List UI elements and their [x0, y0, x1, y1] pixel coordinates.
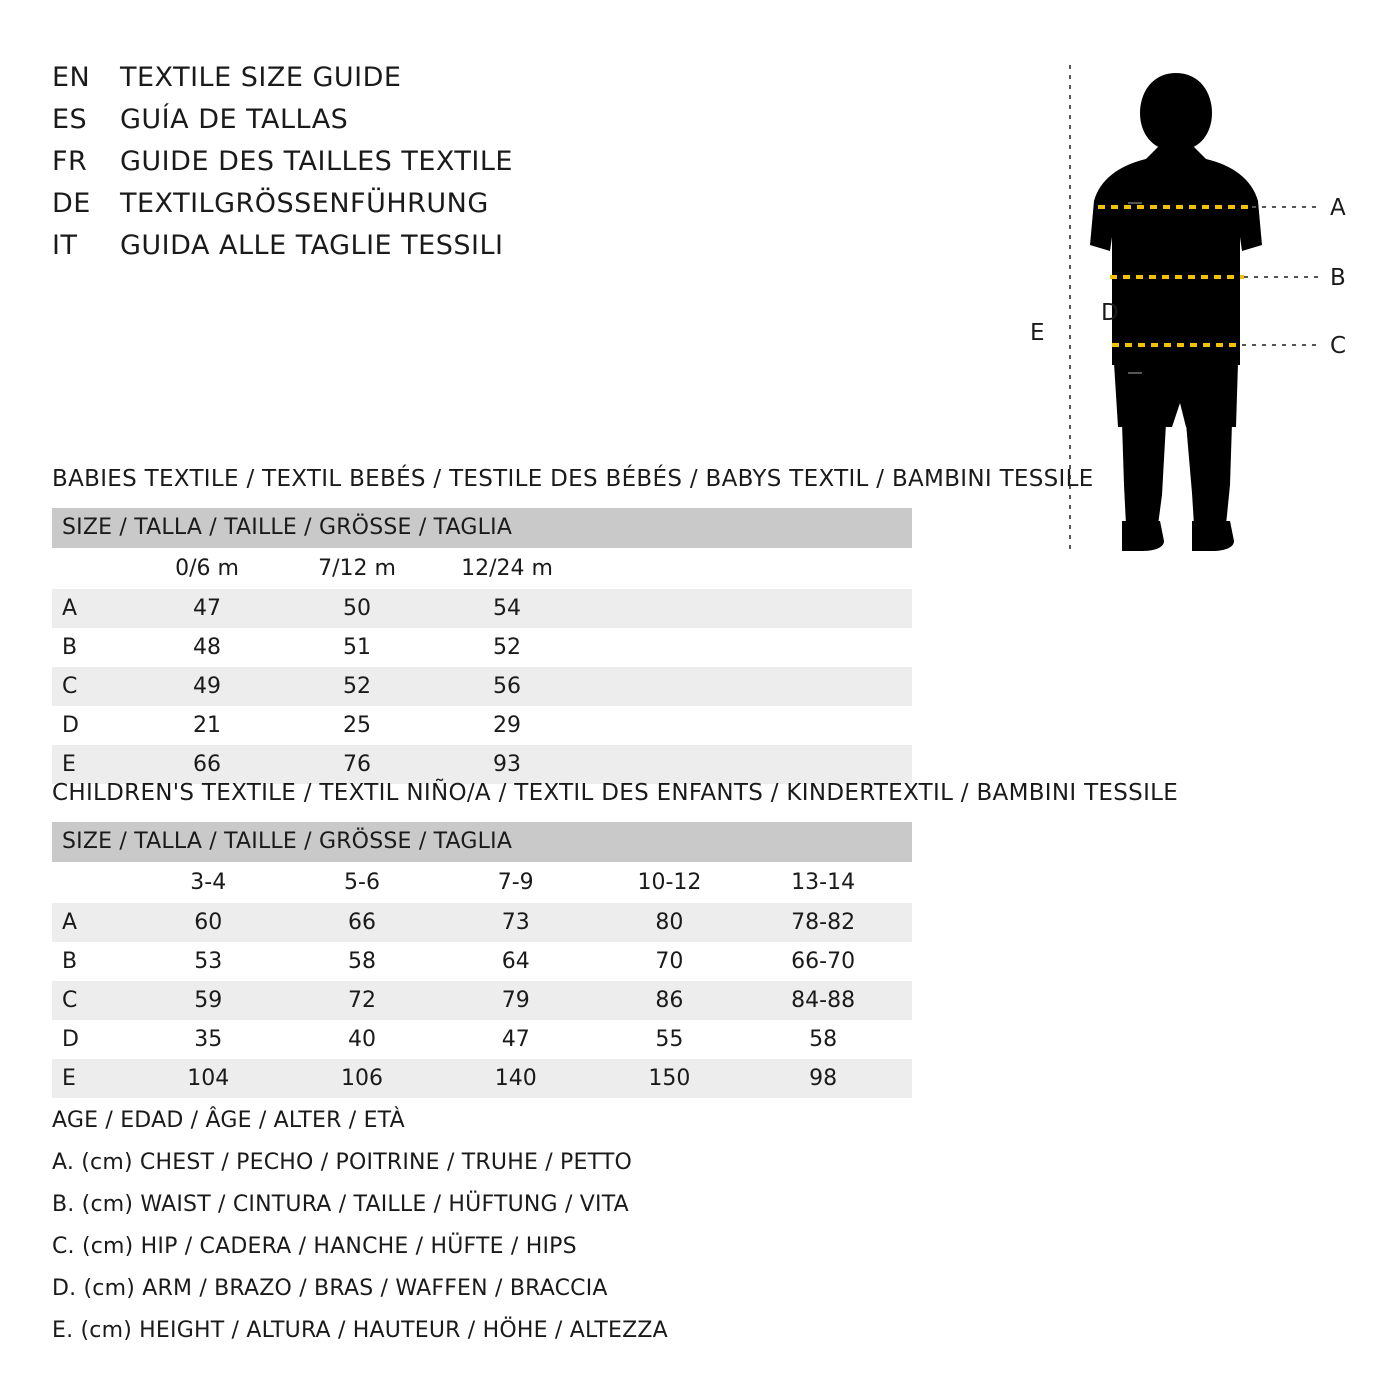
cell: 21 [132, 706, 282, 745]
cell: 72 [285, 981, 439, 1020]
babies-table-band-row [52, 508, 912, 548]
cell: 66 [132, 745, 282, 784]
cell: 140 [439, 1059, 593, 1098]
table-row [52, 706, 912, 745]
language-title: TEXTILE SIZE GUIDE [120, 62, 402, 93]
table-row [52, 628, 912, 667]
language-row [52, 62, 692, 104]
cell: 48 [132, 628, 282, 667]
cell: 54 [432, 589, 582, 628]
row-label: B [52, 942, 131, 981]
cell: 66 [285, 903, 439, 942]
row-label: A [52, 903, 131, 942]
cell: 86 [593, 981, 747, 1020]
babies-col-head: 12/24 m [432, 548, 582, 589]
cell-pad [900, 1059, 912, 1098]
cell: 104 [131, 1059, 285, 1098]
cell: 56 [432, 667, 582, 706]
row-label: C [52, 981, 131, 1020]
table-row [52, 903, 912, 942]
row-label: B [52, 628, 132, 667]
cell: 25 [282, 706, 432, 745]
babies-table-column-header-row [52, 548, 912, 589]
babies-section-title: BABIES TEXTILE / TEXTIL BEBÉS / TESTILE DES BÉBÉS / BABYS TEXTIL / BAMBINI TESSILE [52, 466, 1094, 492]
table-row [52, 1020, 912, 1059]
children-table-band-row [52, 822, 912, 862]
legend-line-height: E. (cm) HEIGHT / ALTURA / HAUTEUR / HÖHE / ALTEZZA [52, 1318, 668, 1343]
legend-line-age: AGE / EDAD / ÂGE / ALTER / ETÀ [52, 1108, 405, 1133]
language-code: IT [52, 230, 78, 261]
language-title: GUIDE DES TAILLES TEXTILE [120, 146, 513, 177]
cell: 70 [593, 942, 747, 981]
language-title: GUIDA ALLE TAGLIE TESSILI [120, 230, 504, 261]
table-row [52, 1059, 912, 1098]
cell: 58 [285, 942, 439, 981]
cell: 40 [285, 1020, 439, 1059]
children-size-table [52, 822, 912, 1098]
row-label: E [52, 1059, 131, 1098]
children-table-column-header-row [52, 862, 912, 903]
table-row [52, 745, 912, 784]
children-col-head: 3-4 [131, 862, 285, 903]
cell-pad [900, 903, 912, 942]
cell-pad [900, 1020, 912, 1059]
language-code: DE [52, 188, 91, 219]
cell: 93 [432, 745, 582, 784]
row-label: A [52, 589, 132, 628]
children-col-head-empty [52, 862, 131, 903]
table-row [52, 942, 912, 981]
table-row [52, 589, 912, 628]
babies-size-table [52, 508, 912, 784]
cell: 98 [746, 1059, 900, 1098]
language-row [52, 188, 692, 230]
cell: 79 [439, 981, 593, 1020]
cell-pad [900, 981, 912, 1020]
cell: 64 [439, 942, 593, 981]
cell: 52 [282, 667, 432, 706]
figure-label-d: D [1101, 300, 1119, 326]
cell: 52 [432, 628, 582, 667]
cell: 59 [131, 981, 285, 1020]
cell: 78-82 [746, 903, 900, 942]
babies-col-head-pad [582, 548, 912, 589]
cell-pad [582, 706, 912, 745]
legend-line-arm: D. (cm) ARM / BRAZO / BRAS / WAFFEN / BRACCIA [52, 1276, 608, 1301]
children-col-head: 10-12 [593, 862, 747, 903]
babies-col-head: 7/12 m [282, 548, 432, 589]
cell: 35 [131, 1020, 285, 1059]
cell: 66-70 [746, 942, 900, 981]
table-row [52, 981, 912, 1020]
babies-col-head: 0/6 m [132, 548, 282, 589]
children-col-head: 5-6 [285, 862, 439, 903]
cell: 53 [131, 942, 285, 981]
language-code: ES [52, 104, 88, 135]
measurement-legend [52, 1100, 852, 1352]
figure-label-a: A [1330, 195, 1346, 221]
cell-pad [582, 589, 912, 628]
language-row [52, 230, 692, 272]
children-table-band-label: SIZE / TALLA / TAILLE / GRÖSSE / TAGLIA [52, 822, 912, 862]
children-col-head: 13-14 [746, 862, 900, 903]
cell-pad [900, 942, 912, 981]
cell: 58 [746, 1020, 900, 1059]
figure-label-e: E [1030, 320, 1045, 346]
language-row [52, 146, 692, 188]
legend-line-hip: C. (cm) HIP / CADERA / HANCHE / HÜFTE / HIPS [52, 1234, 577, 1259]
babies-col-head-empty [52, 548, 132, 589]
babies-table-band-label: SIZE / TALLA / TAILLE / GRÖSSE / TAGLIA [52, 508, 912, 548]
cell: 55 [593, 1020, 747, 1059]
table-row [52, 667, 912, 706]
legend-line-chest: A. (cm) CHEST / PECHO / POITRINE / TRUHE / PETTO [52, 1150, 633, 1175]
row-label: D [52, 706, 132, 745]
cell-pad [582, 745, 912, 784]
cell: 80 [593, 903, 747, 942]
cell-pad [582, 628, 912, 667]
children-col-head: 7-9 [439, 862, 593, 903]
cell: 47 [132, 589, 282, 628]
language-title: GUÍA DE TALLAS [120, 104, 349, 135]
cell: 84-88 [746, 981, 900, 1020]
language-code: FR [52, 146, 88, 177]
row-label: D [52, 1020, 131, 1059]
figure-label-b: B [1330, 265, 1346, 291]
measurement-figure [1000, 55, 1390, 575]
cell: 47 [439, 1020, 593, 1059]
cell: 150 [593, 1059, 747, 1098]
row-label: C [52, 667, 132, 706]
language-title: TEXTILGRÖSSENFÜHRUNG [120, 188, 489, 219]
cell-pad [582, 667, 912, 706]
cell: 49 [132, 667, 282, 706]
cell: 76 [282, 745, 432, 784]
children-section-title: CHILDREN'S TEXTILE / TEXTIL NIÑO/A / TEXTIL DES ENFANTS / KINDERTEXTIL / BAMBINI TESSILE [52, 780, 1179, 806]
language-code: EN [52, 62, 91, 93]
legend-line-waist: B. (cm) WAIST / CINTURA / TAILLE / HÜFTUNG / VITA [52, 1192, 629, 1217]
cell: 51 [282, 628, 432, 667]
language-header-list [52, 62, 692, 272]
cell: 73 [439, 903, 593, 942]
cell: 60 [131, 903, 285, 942]
cell: 29 [432, 706, 582, 745]
figure-label-c: C [1330, 333, 1347, 359]
language-row [52, 104, 692, 146]
cell: 106 [285, 1059, 439, 1098]
cell: 50 [282, 589, 432, 628]
row-label: E [52, 745, 132, 784]
children-col-head-pad [900, 862, 912, 903]
